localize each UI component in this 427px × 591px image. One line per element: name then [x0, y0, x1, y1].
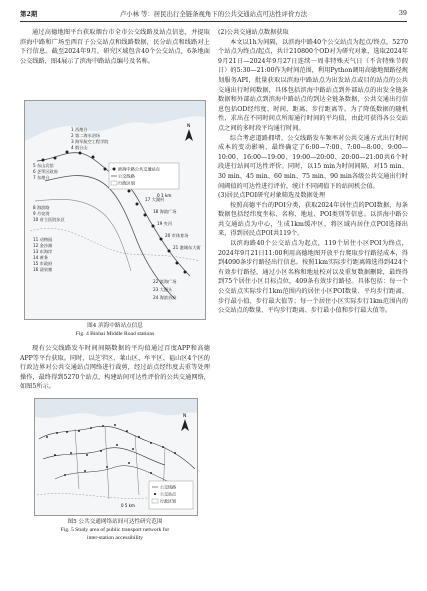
stop-label: 4 烟台山: [71, 145, 88, 150]
paragraph-poi: 按照高德平台的POI分类，获取2024年居住点的POI数据，每条数据包括经纬度坐标、名称、地址、POI类别等信息。以滨海中路公共交通站点为中心，生成1km缓冲区，将区域内居住点POI选择出来，得到居民点POI共119个。: [218, 201, 408, 238]
legend-line: 公交线路: [160, 484, 176, 490]
paragraph-stop-data: 通过高德地图平台获取烟台市全市公交线路及站点信息，并提取滨海中路和广场至西百子公交站点和线路数据，民分站点和线路对上下行信息。截至2024年9月，研究区域包含40个公交站点，6条地面公交线路，图4展示了滨海中路站点编号及名称。: [20, 29, 210, 65]
left-column: [20, 28, 210, 66]
section-heading-3: (3)居民点POI研究对象筛选及数据处理: [218, 192, 326, 200]
figure-4-caption-en: Fig. 4 Binhai Middle Road stations: [75, 331, 155, 337]
figure-5-svg: [35, 399, 197, 515]
legend-boundary: 行政区划: [118, 180, 135, 186]
stop-label: 20 市体育场: [165, 233, 189, 238]
fig5-scale-bar: 0 5 km: [121, 503, 135, 508]
section-heading-2: (2)公共交通站点数据获取: [218, 29, 289, 36]
figure-5-map: [34, 398, 198, 516]
stop-label: 18 海韵广场: [153, 209, 177, 214]
stop-label: 19 夹河: [157, 221, 173, 226]
legend-stop: 公交站点: [160, 491, 176, 497]
stop-label: 2 第二海水浴场: [71, 133, 101, 138]
stop-label: 15 市政府: [33, 261, 53, 266]
figure-5-caption-en-2: inter-station accessibility: [87, 535, 143, 541]
figure-4-caption: [20, 322, 210, 338]
stop-label: 24 海滨首府: [153, 295, 177, 300]
page-number: 39: [398, 9, 407, 17]
svg-text:N: N: [187, 124, 191, 129]
figure-5-caption: [20, 518, 210, 542]
stop-label: 16 清泉寨: [33, 267, 53, 272]
stop-label: 11 动物园: [33, 237, 53, 242]
running-title: 卢小林 等：居民出行全链条视角下的公共交通站点可达性评价方法: [119, 10, 308, 18]
stop-label: 6 芝罘区政府: [33, 169, 58, 174]
stop-label: 7 东炮台: [33, 175, 50, 180]
figure-4-map: [24, 100, 206, 320]
stop-label: 21 港城东大街: [173, 245, 201, 250]
stop-label: 10 省立医院东区: [33, 217, 65, 222]
stop-label: 13 东海岸: [33, 249, 53, 254]
fig4-scale-bar: 0 1 km: [157, 193, 172, 198]
left-column-2: [20, 344, 210, 392]
paragraph-travel-data: 本文以1h为间隔，以滨海中路40个公交站点为起点/终点，5270个站点为终点/起点，共计210800个OD对为研究对象，选取2024年9月21日—2024年9月27日连续一周非特殊天气日（不含特殊节假日）的5:30—21:00作为时间范围，利用Python调用高德地图路径规划服务API，批量获取以滨海中路站点为出发站点或目的站点的公共交通出行时间数据，具体包括滨海中路站点到外部站点的出发全链条数据和外部站点到滨海中路站点的到达全链条数据，公共交通出行信息包括OD经纬度、时间、距离、步行距离等。为了降低数据的随机性，求出在不同时间点所需通行时间的平均值，由此可获得各公交站点之间的多时段平均通行时间。: [218, 38, 408, 132]
fig5-legend: [149, 481, 193, 509]
stop-label: 8 海滨路: [33, 205, 50, 210]
figure-4-svg: [25, 101, 205, 319]
stop-label: 12 金沙滩: [33, 243, 53, 248]
paragraph-walking-paths: 以滨海路40个公交站点为起点，119个居住小区POI为终点，2024年9月21日11:00利用高德地图开放平台爬取步行路径成本，得到4090条步行路径出行信息。按照1km实际步行距离筛选得到424个有效步行路径，通过小区名称和地址校对以及重复数据删除，最终得到75个居住小区目标点位，409条有效步行路径。具体包括：每一个公交站点实际步行1km范围内的居住小区POI数量、平均步行距离、步行最小值、步行最大值等；每一个居住小区实际步行1km范围内的公交站点的数量、平均步行距离、步行最小值和步行最大值等。: [218, 240, 408, 315]
paragraph-time-periods: 综合考虑道路拥堵、公交线路发车频率对公共交通方式出行时间成本的变动影响，最终确定了6:00—7:00、7:00—8:00、9:00—10:00、16:00—19:00、19:00—20:00、20:00—21:00共6个时段进行站间可达性评价。同时，以15 min为时间间隔，对15 min、30 min、45 min、60 min、75 min、90 min各级公共交通出行时间阈值的可达性进行评价，统计不同阈值下的站间机会值。: [218, 134, 408, 190]
stop-label: 9 月亮湾: [33, 211, 50, 216]
stop-label: 23 大馒头: [153, 287, 173, 292]
legend-stop: 滨海中路公共交通站点: [118, 166, 160, 172]
legend-line: 公交线路: [118, 173, 135, 179]
figure-4-caption-cn: 图4 滨海中路站点信息: [87, 323, 143, 329]
page-header: [20, 9, 407, 22]
stop-label: 22 滨海广场: [153, 279, 177, 284]
issue-number: 第2期: [20, 10, 38, 18]
figure-5-caption-en-1: Fig. 5 Study area of public transport network for: [60, 527, 170, 533]
stop-label: 1 西炮台: [71, 127, 88, 132]
svg-text:N: N: [183, 414, 187, 419]
right-column: [218, 28, 408, 316]
paragraph-network: 现有公交线路发车时间间隔数据的平均值通过百度APP和高德APP等平台获取。同时，以芝罘区、莱山区、牟平区、福山区4个区的行政边界对公共交通站点网络进行裁剪，经过站点经纬度去重等处理操作，最终得到5270个站点，构建站间可达性评价的公共交通网络，如图5所示。: [20, 345, 210, 391]
stop-label: 5 东山宾馆: [33, 163, 54, 168]
stop-label: 3 海军航空工程学院: [71, 139, 109, 144]
fig4-legend: [109, 163, 179, 189]
figure-5-caption-cn: 图5 公共交通网络站间可达性研究范围: [67, 519, 163, 525]
stop-label: 17 大湖村: [145, 197, 165, 202]
stop-label: 14 黄务: [33, 255, 49, 260]
legend-boundary: 行政区划: [160, 498, 176, 504]
